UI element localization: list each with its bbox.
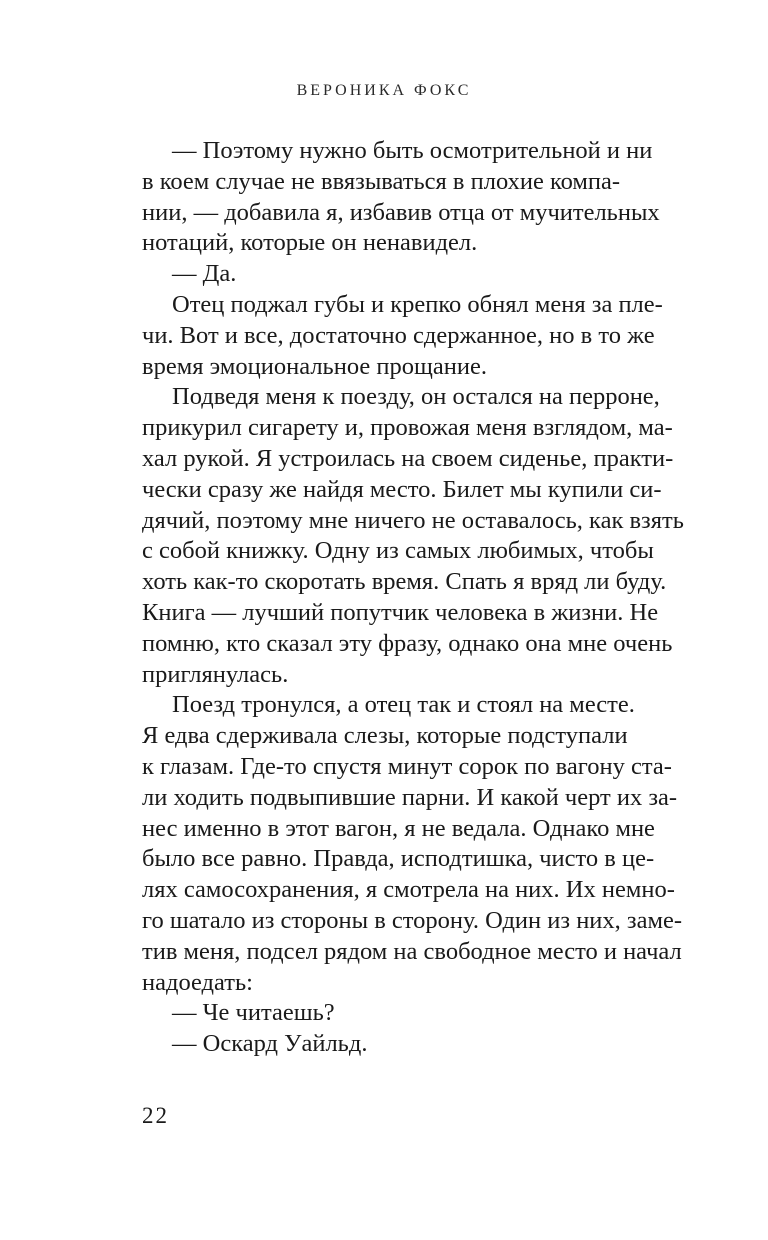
- text-line: Я едва сдерживала слезы, которые подступали: [142, 722, 628, 750]
- text-line: надоедать:: [142, 968, 253, 996]
- text-line: к глазам. Где-то спустя минут сорок по вагону ста-: [142, 752, 672, 780]
- paragraph: [142, 290, 680, 382]
- paragraph: [142, 259, 680, 290]
- paragraph: [142, 136, 680, 259]
- text-line: нес именно в этот вагон, я не ведала. Однако мне: [142, 814, 655, 842]
- text-line: было все равно. Правда, исподтишка, чисто в це-: [142, 845, 655, 873]
- text-line: время эмоциональное прощание.: [142, 352, 487, 380]
- text-line: с собой книжку. Одну из самых любимых, чтобы: [142, 537, 654, 565]
- text-line: лях самосохранения, я смотрела на них. Их немно-: [142, 876, 675, 904]
- text-line: чески сразу же найдя место. Билет мы купили си-: [142, 475, 662, 503]
- paragraph: [142, 690, 683, 998]
- text-line: тив меня, подсел рядом на свободное место и начал: [142, 937, 682, 965]
- text-line: чи. Вот и все, достаточно сдержанное, но в то же: [142, 321, 655, 349]
- text-line: нотаций, которые он ненавидел.: [142, 229, 478, 257]
- text-line: — Поэтому нужно быть осмотрительной и ни: [172, 137, 653, 164]
- page-number: 22: [142, 1103, 169, 1128]
- text-line: хоть как-то скоротать время. Спать я вряд ли буду.: [142, 568, 667, 596]
- paragraph: [142, 382, 684, 690]
- text-line: дячий, поэтому мне ничего не оставалось, как взять: [142, 506, 684, 534]
- text-line: Подведя меня к поезду, он остался на перроне,: [172, 383, 660, 411]
- text-line: Поезд тронулся, а отец так и стоял на месте.: [172, 691, 635, 719]
- text-line: в коем случае не ввязываться в плохие компа-: [142, 167, 621, 195]
- body-text: [142, 136, 684, 1060]
- text-line: Книга — лучший попутчик человека в жизни. Не: [142, 598, 659, 626]
- text-line: го шатало из стороны в сторону. Один из них, заме-: [142, 906, 683, 934]
- text-line: хал рукой. Я устроилась на своем сиденье, практи-: [142, 444, 674, 472]
- text-line: ли ходить подвыпившие парни. И какой черт их за-: [142, 783, 678, 811]
- text-line: — Че читаешь?: [172, 999, 335, 1027]
- text-line: нии, — добавила я, избавив отца от мучительных: [142, 198, 660, 226]
- text-line: — Да.: [172, 260, 237, 288]
- text-line: помню, кто сказал эту фразу, однако она мне очень: [142, 629, 673, 657]
- paragraph: [142, 998, 680, 1029]
- text-line: — Оскард Уайльд.: [172, 1030, 368, 1058]
- running-header: ВЕРОНИКА ФОКС: [296, 82, 472, 99]
- text-line: приглянулась.: [142, 660, 289, 688]
- text-line: Отец поджал губы и крепко обнял меня за пле-: [172, 290, 663, 318]
- text-line: прикурил сигарету и, провожая меня взглядом, ма-: [142, 414, 673, 442]
- paragraph: [142, 1029, 680, 1060]
